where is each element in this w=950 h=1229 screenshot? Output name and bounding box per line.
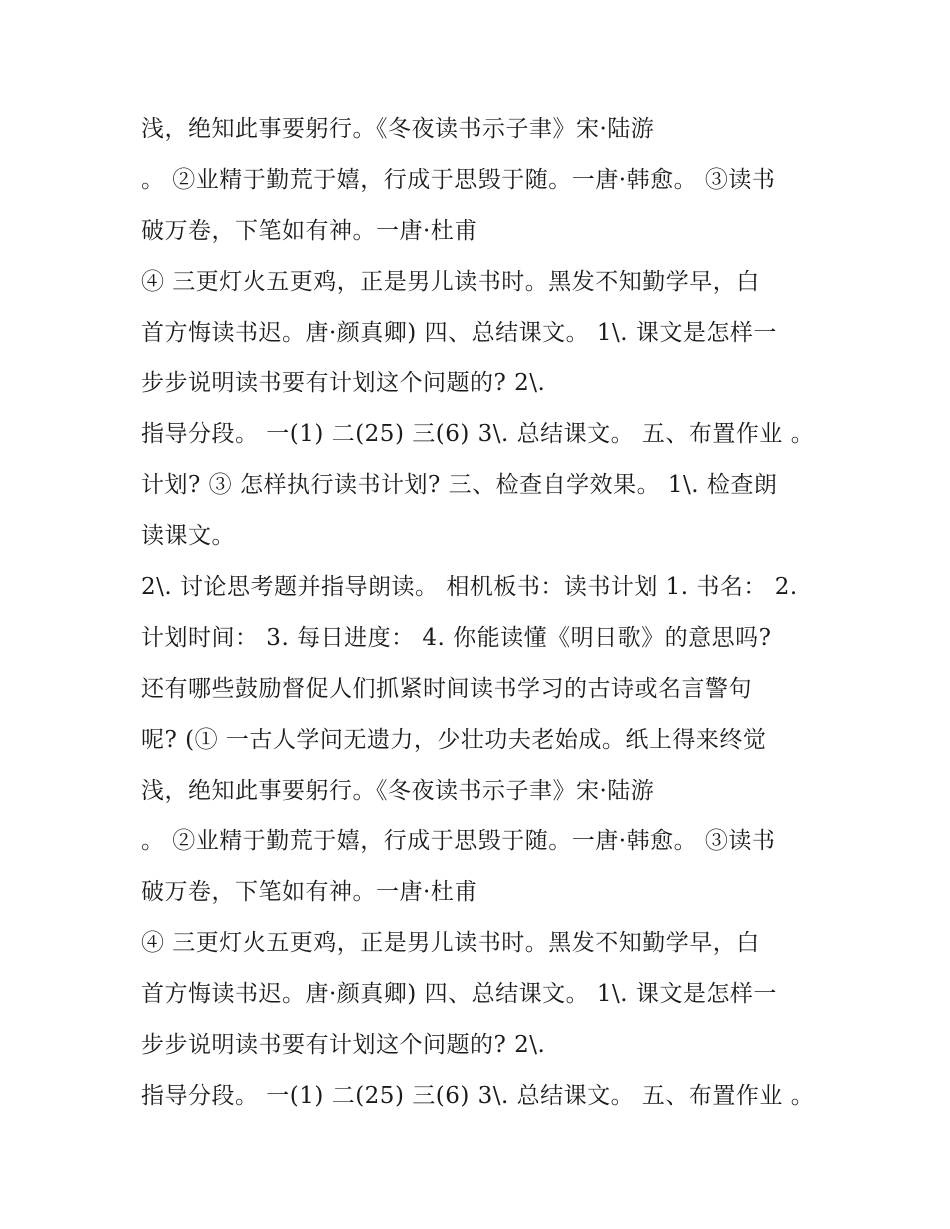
text-line: 破万卷，下笔如有神。一唐·杜甫 [141,879,478,906]
text-line: 首方悔读书迟。唐·颜真卿) 四、总结课文。 1\. 课文是怎样一 [141,981,777,1008]
text-line: 计划时间： 3. 每日进度： 4. 你能读懂《明日歌》的意思吗? [141,624,772,651]
text-line: 还有哪些鼓励督促人们抓紧时间读书学习的古诗或名言警句 [141,675,752,702]
text-line: ④ 三更灯火五更鸡，正是男儿读书时。黑发不知勤学早，白 [141,930,760,957]
text-line: 计划? ③ 怎样执行读书计划? 三、检查自学效果。 1\. 检查朗 [141,472,778,499]
body-text [141,104,821,1122]
text-line: 指导分段。 一(1) 二(25) 三(6) 3\. 总结课文。 五、布置作业 。 [141,421,815,448]
text-line: 浅，绝知此事要躬行。《冬夜读书示子聿》宋·陆游 [141,777,655,804]
text-line: 浅，绝知此事要躬行。《冬夜读书示子聿》宋·陆游 [141,116,655,142]
text-line: 首方悔读书迟。唐·颜真卿) 四、总结课文。 1\. 课文是怎样一 [141,319,777,346]
text-line: 步步说明读书要有计划这个问题的? 2\. [141,370,546,397]
text-line: 。 ②业精于勤荒于嬉，行成于思毁于随。一唐·韩愈。 ③读书 [141,828,776,855]
text-line: 破万卷，下笔如有神。一唐·杜甫 [141,217,478,244]
text-line: 2\. 讨论思考题并指导朗读。 相机板书：读书计划 1. 书名： 2. [141,574,798,601]
text-line: 呢? (① 一古人学问无遗力，少壮功夫老始成。纸上得来终觉 [141,726,767,753]
text-line: 。 ②业精于勤荒于嬉，行成于思毁于随。一唐·韩愈。 ③读书 [141,166,776,193]
text-line: 读课文。 [141,523,235,550]
text-line: 指导分段。 一(1) 二(25) 三(6) 3\. 总结课文。 五、布置作业 。 [141,1082,815,1109]
text-line: 步步说明读书要有计划这个问题的? 2\. [141,1032,546,1059]
text-line: ④ 三更灯火五更鸡，正是男儿读书时。黑发不知勤学早，白 [141,268,760,295]
